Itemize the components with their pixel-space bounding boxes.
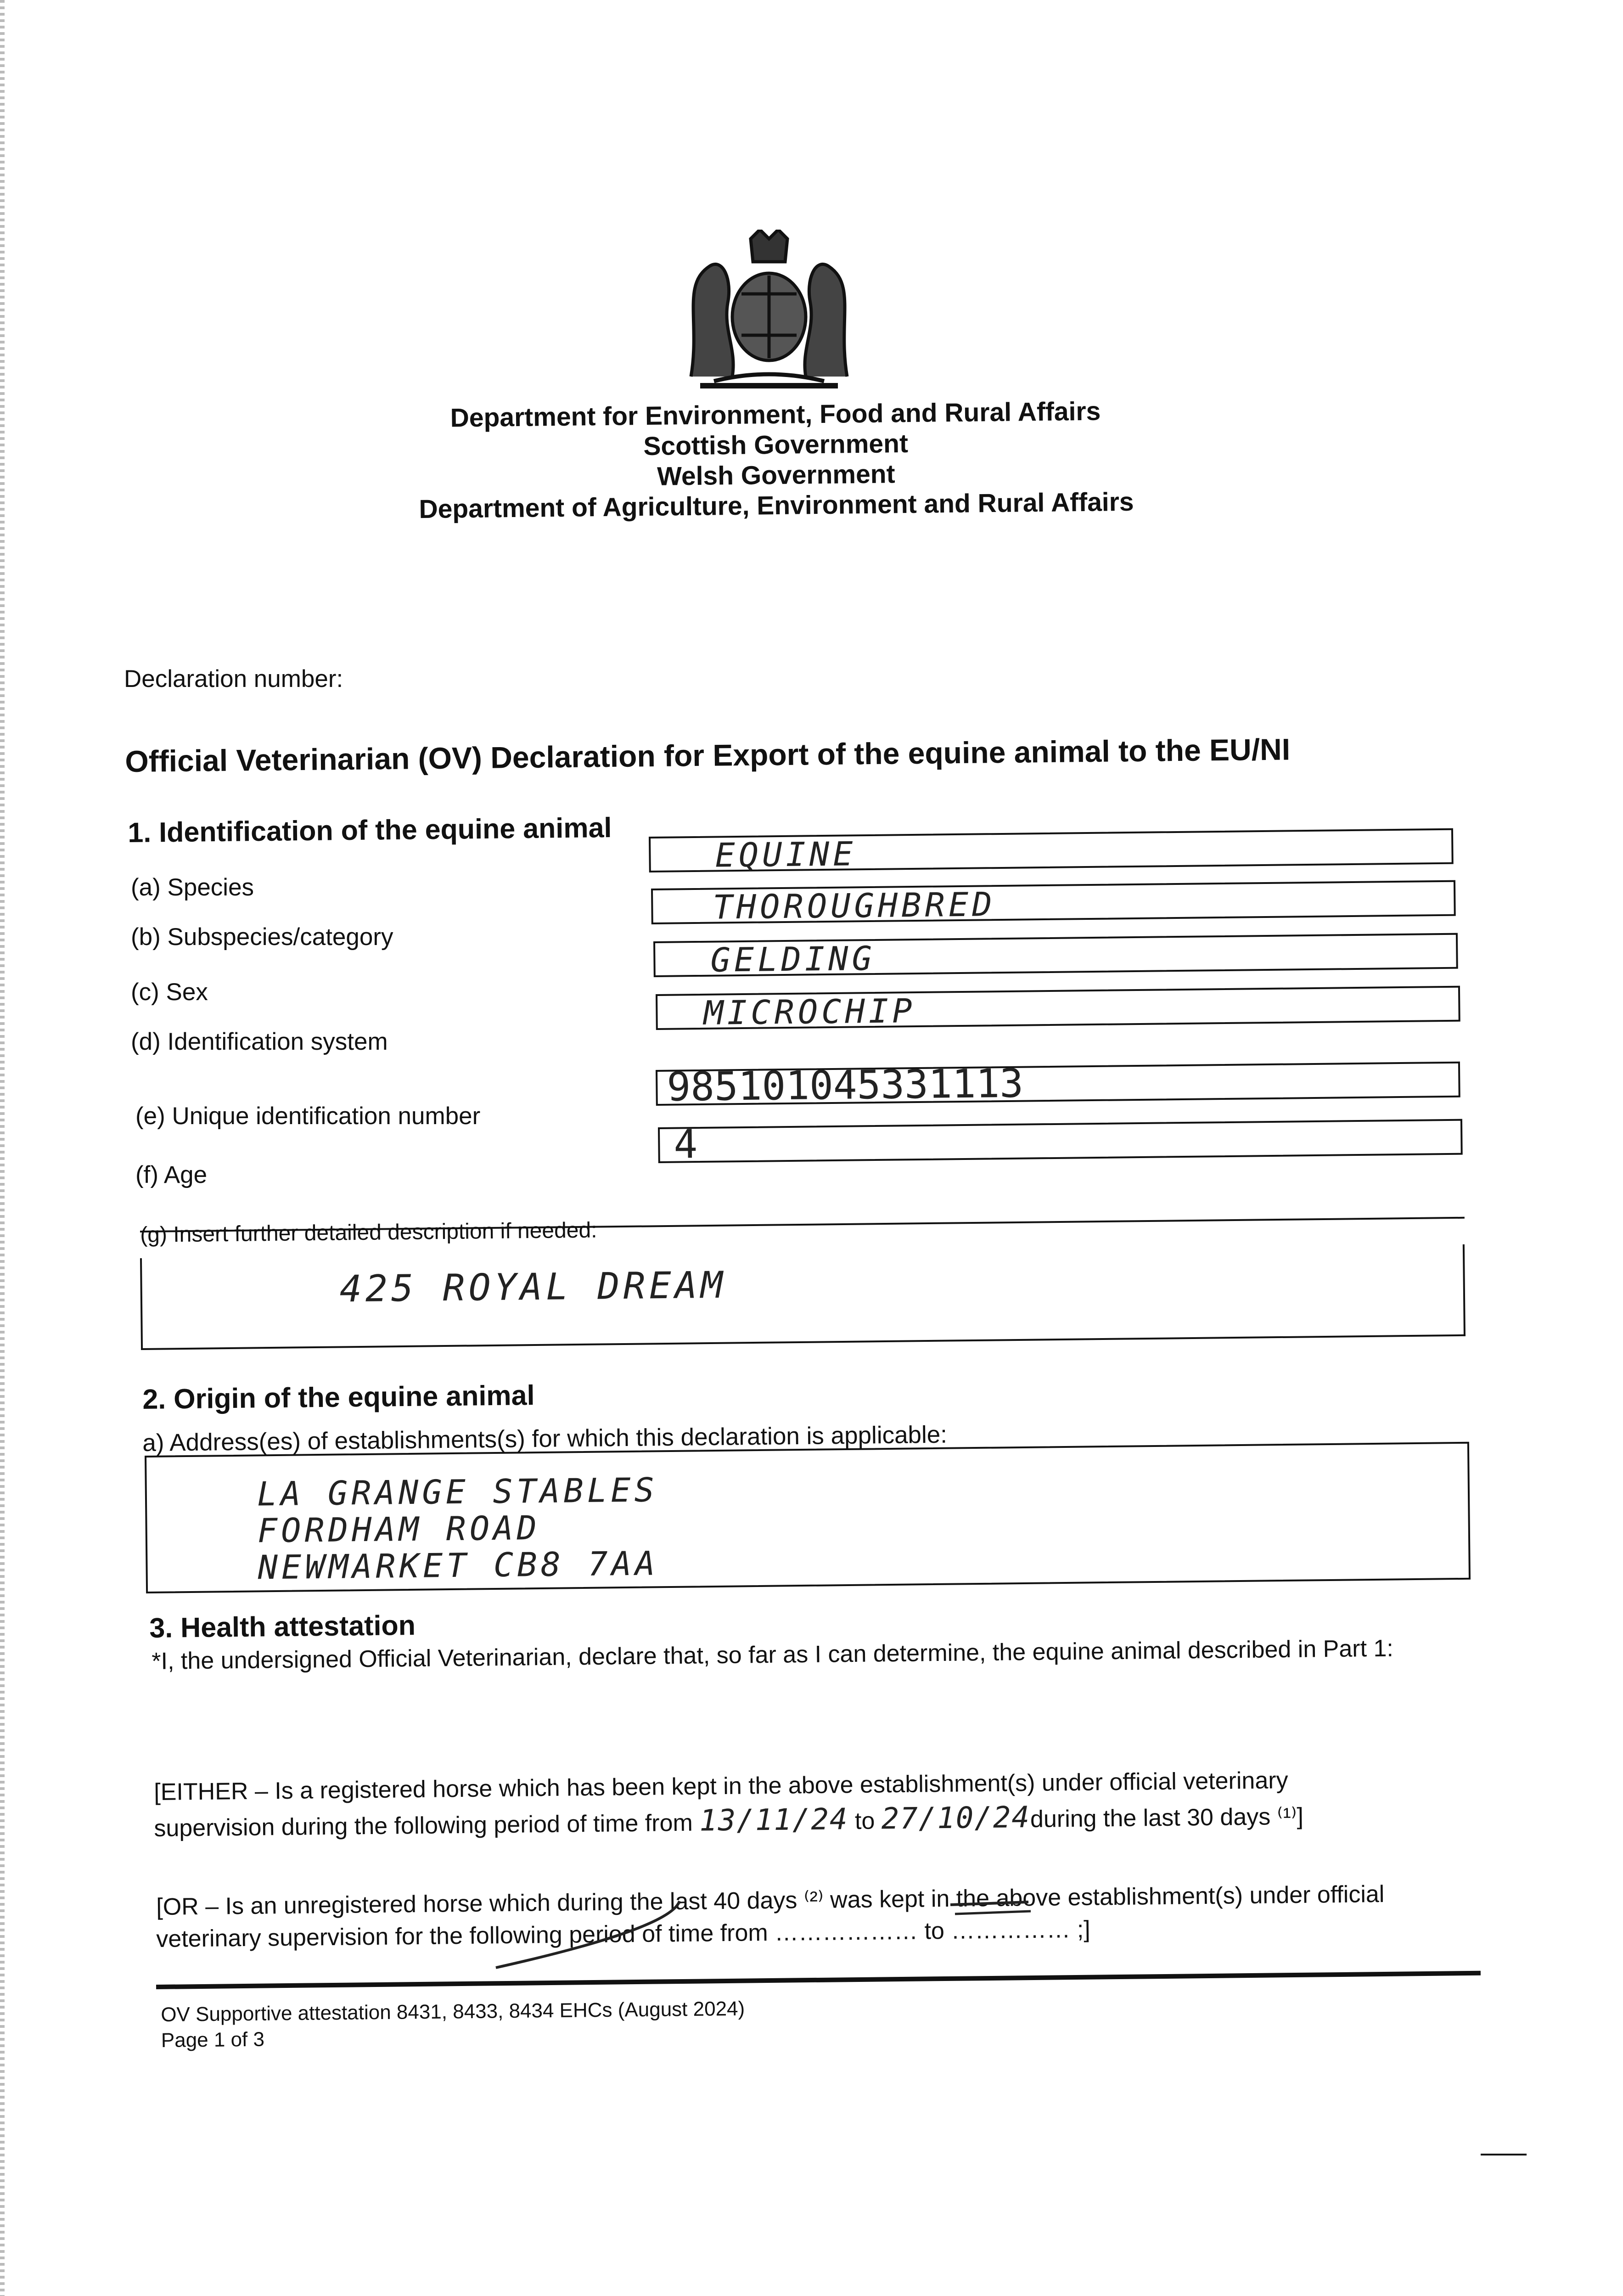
unique-id-value: 985101045331113 (666, 1060, 1024, 1110)
section1-heading: 1. Identification of the equine animal (128, 811, 612, 848)
species-value: EQUINE (714, 834, 857, 875)
age-value: 4 (673, 1121, 698, 1168)
subspecies-value: THOROUGHBRED (712, 885, 996, 927)
sex-field (653, 933, 1458, 977)
description-box (140, 1244, 1466, 1350)
scan-edge (0, 0, 5, 2296)
address-label: a) Address(es) of establishments(s) for which this declaration is applicable: (142, 1421, 948, 1457)
either-to-date: 27/10/24 (881, 1801, 1031, 1836)
subspecies-label: (b) Subspecies/category (131, 923, 393, 951)
address-box (145, 1442, 1471, 1593)
sex-label: (c) Sex (131, 979, 208, 1006)
section3-heading: 3. Health attestation (149, 1609, 416, 1643)
unique-id-field (656, 1060, 1460, 1110)
address-line-2: FORDHAM ROAD (257, 1508, 541, 1550)
department-header (348, 395, 1204, 525)
royal-crest-icon (673, 230, 865, 395)
species-field (649, 828, 1454, 875)
scan-mark (1481, 2154, 1527, 2155)
department-defra: Department for Environment, Food and Rural Affairs (450, 396, 1101, 433)
identification-system-value: MICROCHIP (703, 991, 916, 1032)
department-scottish: Scottish Government (643, 428, 909, 461)
either-suffix: during the last 30 days ⁽¹⁾] (1030, 1803, 1304, 1833)
or-line-2: veterinary supervision for the following period of time from ……………… to …………… ;] (156, 1916, 1090, 1953)
either-line-2 (154, 1800, 1303, 1844)
description-label: (g) Insert further detailed description if needed: (140, 1218, 597, 1247)
footer (161, 1996, 745, 2054)
address-line-3: NEWMARKET CB8 7AA (258, 1544, 659, 1587)
declaration-number-label: Declaration number: (124, 665, 343, 692)
either-to-word: to (848, 1807, 882, 1835)
subspecies-field (651, 880, 1456, 927)
either-prefix: supervision during the following period of time from (154, 1809, 700, 1842)
either-line-1: [EITHER – Is a registered horse which has been kept in the above establishment(s) under official veterinary (154, 1767, 1288, 1806)
strike-through-mark (487, 1892, 1038, 1975)
sex-value: GELDING (710, 939, 876, 979)
attestation-intro: *I, the undersigned Official Veterinarian, declare that, so far as I can determine, the equine animal described in Part 1: (152, 1635, 1394, 1675)
document-title: Official Veterinarian (OV) Declaration for Export of the equine animal to the EU/NI (125, 732, 1291, 778)
section2-heading: 2. Origin of the equine animal (142, 1379, 535, 1415)
unique-id-label: (e) Unique identification number (135, 1103, 481, 1130)
department-daera: Department of Agriculture, Environment and Rural Affairs (419, 487, 1134, 524)
or-line-1: [OR – Is an unregistered horse which during the last 40 days ⁽²⁾ was kept in the above establishment(s) under official (156, 1880, 1385, 1920)
footer-line-2: Page 1 of 3 (161, 2028, 265, 2052)
address-line-1: LA GRANGE STABLES (257, 1470, 658, 1514)
either-from-date: 13/11/24 (699, 1802, 848, 1838)
footer-line-1: OV Supportive attestation 8431, 8433, 8434 EHCs (August 2024) (161, 1997, 745, 2026)
department-welsh: Welsh Government (657, 459, 895, 491)
age-field (658, 1119, 1463, 1168)
species-label: (a) Species (131, 874, 254, 901)
age-label: (f) Age (135, 1161, 208, 1188)
identification-system-label: (d) Identification system (131, 1028, 388, 1055)
identification-system-field (656, 986, 1460, 1030)
description-value: 425 ROYAL DREAM (339, 1263, 727, 1311)
